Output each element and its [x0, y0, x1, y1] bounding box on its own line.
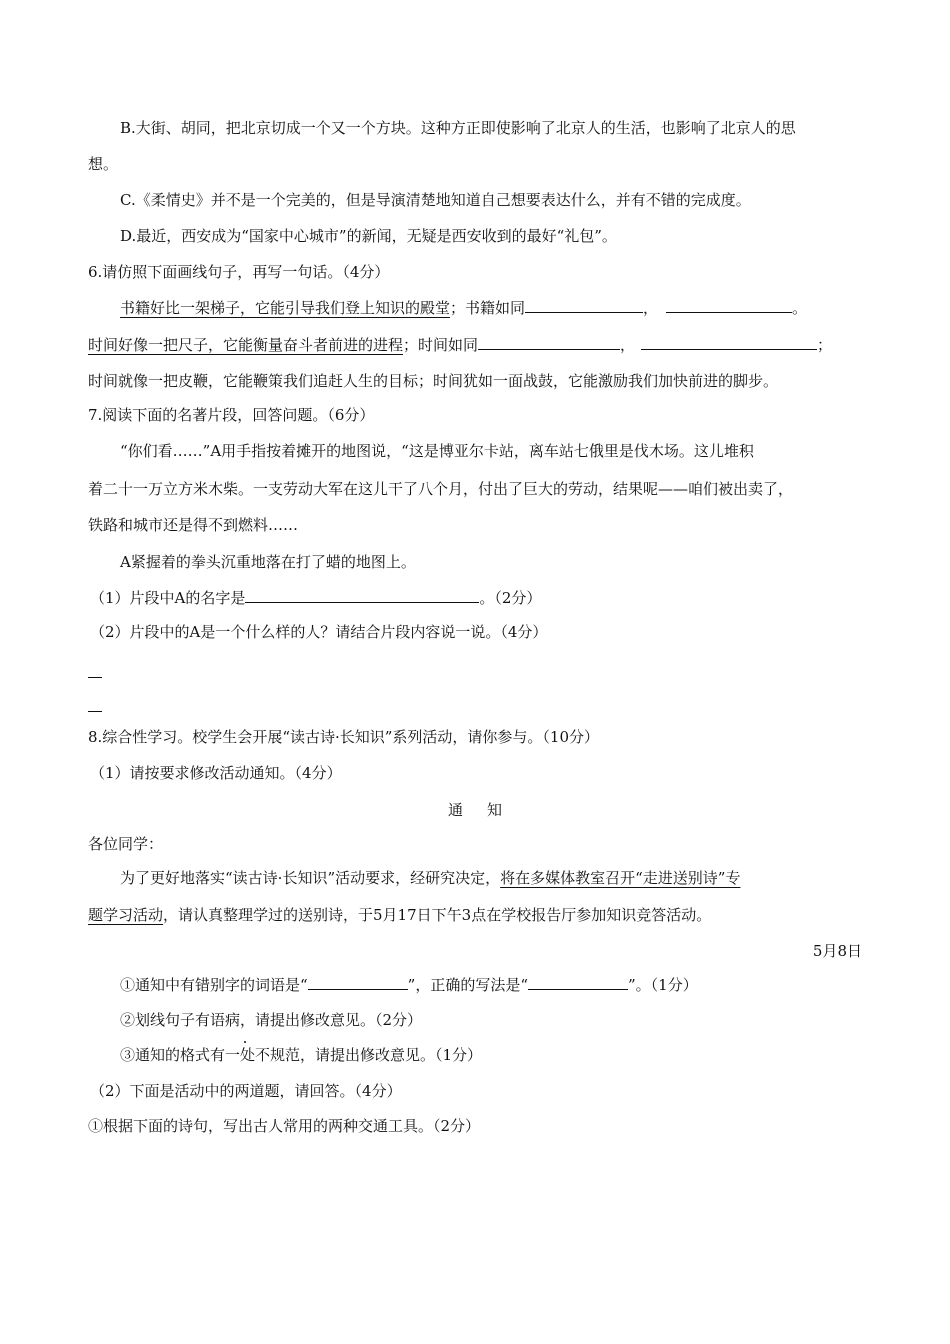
emphasis-dot — [244, 1041, 246, 1043]
q8-title: 8.综合性学习。校学生会开展“读古诗·长知识”系列活动，请你参与。（10分） — [88, 728, 600, 746]
answer-line-mark-1 — [88, 677, 102, 678]
q6-line2 — [88, 334, 832, 355]
answer-line-mark-2 — [88, 711, 102, 712]
q6-answer-blank-4[interactable] — [641, 334, 817, 350]
q6-line1-prompt: ；书籍如同 — [450, 299, 526, 317]
q7-passage-line3: 铁路和城市还是得不到燃料…… — [88, 516, 299, 534]
q5-option-b-line1: B.大街、胡同，把北京切成一个又一个方块。这种方正即使影响了北京人的生活，也影响了北京人的思 — [120, 119, 796, 137]
q6-answer-blank-1[interactable] — [525, 297, 643, 313]
q7-sub1 — [90, 587, 541, 608]
q7-sub2: （2）片段中的A是一个什么样的人？请结合片段内容说一说。（4分） — [90, 623, 548, 641]
q8-sub1: （1）请按要求修改活动通知。（4分） — [90, 764, 342, 782]
q7-passage-line1: “你们看……”A用手指按着摊开的地图说，“这是博亚尔卡站，离车站七俄里是伐木场。这儿堆积 — [120, 442, 754, 460]
notice-body-line1 — [120, 868, 740, 888]
q8-item1-mid: ”，正确的写法是“ — [407, 976, 529, 994]
q6-example2-underlined: 时间好像一把尺子，它能衡量奋斗者前进的进程 — [88, 336, 404, 354]
notice-underlined-sentence: 将在多媒体教室召开“走进送别诗”专 — [500, 869, 741, 887]
q8-item2: ②划线句子有语病，请提出修改意见。（2分） — [120, 1011, 423, 1029]
q6-answer-blank-2[interactable] — [666, 297, 792, 313]
q8-item1 — [120, 974, 698, 995]
q6-semicolon: ； — [817, 336, 833, 354]
notice-title: 通知 — [447, 801, 526, 819]
q8-item3: ③通知的格式有一处不规范，请提出修改意见。（1分） — [120, 1046, 483, 1064]
q6-period: 。 — [792, 299, 808, 317]
q5-option-c: C.《柔情史》并不是一个完美的，但是导演清楚地知道自己想要表达什么，并有不错的完成度。 — [120, 191, 751, 209]
q7-passage-line2: 着二十一万立方米木柴。一支劳动大军在这儿干了八个月，付出了巨大的劳动，结果呢——咱们被出卖了， — [88, 480, 794, 498]
q7-sub1-prompt: （1）片段中A的名字是 — [90, 589, 246, 607]
notice-body-line2 — [88, 905, 711, 925]
q7-name-blank[interactable] — [245, 587, 479, 603]
q6-line1 — [120, 297, 807, 318]
q6-answer-blank-3[interactable] — [478, 334, 620, 350]
notice-date: 5月8日 — [812, 942, 862, 960]
q8-sub2-item1: ①根据下面的诗句，写出古人常用的两种交通工具。（2分） — [88, 1117, 481, 1135]
notice-body-text: 为了更好地落实“读古诗·长知识”活动要求，经研究决定， — [120, 869, 501, 887]
correct-word-blank[interactable] — [528, 974, 628, 990]
wrong-word-blank[interactable] — [308, 974, 408, 990]
notice-salutation: 各位同学： — [88, 835, 164, 853]
q6-comma: ， — [643, 299, 659, 317]
q5-option-b-line2: 想。 — [88, 155, 119, 173]
q7-title: 7.阅读下面的名著片段，回答问题。（6分） — [88, 406, 375, 424]
q8-item1-prompt: ①通知中有错别字的词语是“ — [120, 976, 308, 994]
q6-line3: 时间就像一把皮鞭，它能鞭策我们追赶人生的目标；时间犹如一面战鼓，它能激励我们加快前进的脚步。 — [88, 372, 779, 390]
q7-passage-line4: A紧握着的拳头沉重地落在打了蜡的地图上。 — [120, 553, 416, 571]
q6-example-underlined: 书籍好比一架梯子，它能引导我们登上知识的殿堂 — [120, 299, 451, 317]
notice-body-text-2: ，请认真整理学过的送别诗，于5月17日下午3点在学校报告厅参加知识竞答活动。 — [163, 906, 712, 924]
q8-sub2: （2）下面是活动中的两道题，请回答。（4分） — [90, 1082, 402, 1100]
q7-sub1-points: 。（2分） — [479, 589, 542, 607]
q6-comma-2: ， — [620, 336, 636, 354]
q6-title: 6.请仿照下面画线句子，再写一句话。（4分） — [88, 263, 390, 281]
q6-line2-prompt: ；时间如同 — [403, 336, 479, 354]
q8-item1-points: ”。（1分） — [628, 976, 698, 994]
notice-underlined-sentence-end: 题学习活动 — [88, 906, 164, 924]
q5-option-d: D.最近，西安成为“国家中心城市”的新闻，无疑是西安收到的最好“礼包”。 — [120, 227, 617, 245]
